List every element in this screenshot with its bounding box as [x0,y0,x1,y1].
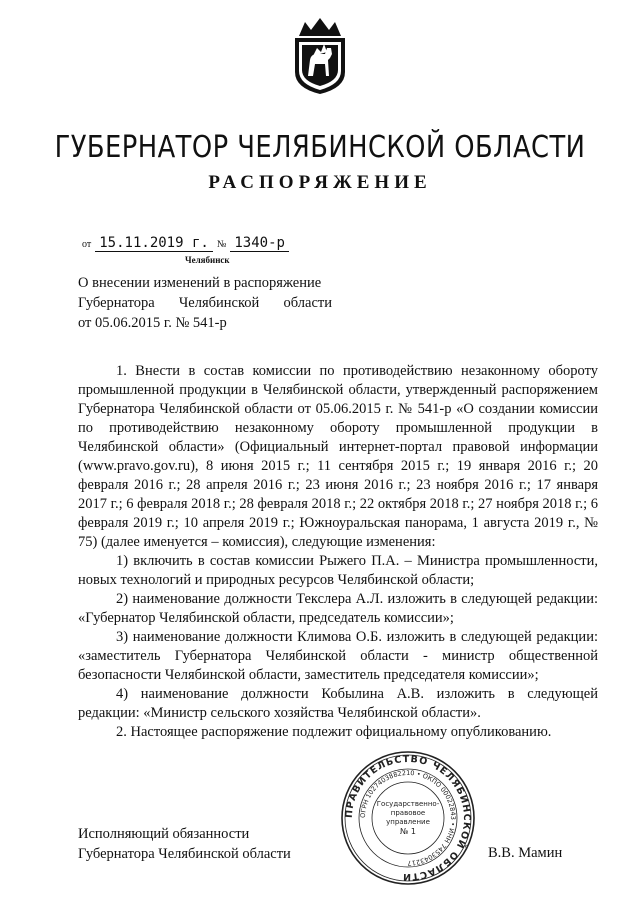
position-line: Губернатора Челябинской области [78,846,291,862]
number-label: № [216,239,227,250]
official-stamp [338,748,478,888]
document-date: 15.11.2019 г. [95,236,213,252]
stamp-inner-line: правовое [390,809,426,817]
from-label: от [82,239,92,250]
authority-title: ГУБЕРНАТОР ЧЕЛЯБИНСКОЙ ОБЛАСТИ [54,130,586,165]
coat-of-arms-emblem [291,14,349,96]
paragraph: 2. Настоящее распоряжение подлежит официальному опубликованию. [116,724,552,740]
stamp-inner-line: № 1 [400,827,416,836]
signatory-position [78,824,291,864]
subject-line: О внесении изменений в распоряжение [78,275,322,291]
stamp-inner-line: Государственно- [376,800,440,808]
date-number-line [78,236,289,252]
stamp-codes: ОГРН 1027403882210 • ОКПО 00022843 • ИНН 7453043217 [358,768,458,868]
subject-line: от 05.06.2015 г. № 541-р [78,315,227,331]
city: Челябинск [185,255,230,265]
stamp-ring-text: ПРАВИТЕЛЬСТВО ЧЕЛЯБИНСКОЙ ОБЛАСТИ [343,753,473,883]
subject-line: Губернатора Челябинской области [78,295,332,311]
stamp-inner-line: управление [386,818,430,826]
document-type: РАСПОРЯЖЕНИЕ [208,172,432,193]
paragraph: 3) наименование должности Климова О.Б. изложить в следующей редакции: «заместитель Губернатора Челябинской области - министр общественной безопасности Челябинской области, заместитель председателя комиссии»; [78,629,598,683]
subject-block [78,273,332,333]
paragraph: 1. Внести в состав комиссии по противодействию незаконному обороту промышленной продукции в Челябинской области, утвержденный распоряжением Губернатора Челябинской области от 05.06.2015 г. № 541-р «О создании комиссии по противодействию незаконному обороту промышленной продукции в Челябинской области» (Официальный интернет-портал правовой информации (www.pravo.gov.ru), 8 июня 2015 г.; 11 сентября 2015 г.; 19 января 2016 г.; 20 февраля 2016 г.; 28 апреля 2016 г.; 23 июня 2016 г.; 23 ноября 2016 г.; 17 января 2017 г.; 6 февраля 2018 г.; 28 февраля 2018 г.; 22 октября 2018 г.; 27 ноября 2018 г.; 6 февраля 2019 г.; 10 апреля 2019 г.; Южноуральская панорама, 1 августа 2019 г., № 75) (далее именуется – комиссия), следующие изменения: [78,363,598,550]
paragraph: 2) наименование должности Текслера А.Л. изложить в следующей редакции: «Губернатор Челябинской области, председатель комиссии»; [78,591,598,626]
signatory-name: В.В. Мамин [488,845,563,861]
document-number: 1340-р [230,236,289,252]
document-body [78,362,598,742]
paragraph: 1) включить в состав комиссии Рыжего П.А. – Министра промышленности, новых технологий и природных ресурсов Челябинской области; [78,553,598,588]
position-line: Исполняющий обязанности [78,826,250,842]
paragraph: 4) наименование должности Кобылина А.В. изложить в следующей редакции: «Министр сельского хозяйства Челябинской области». [78,686,598,721]
